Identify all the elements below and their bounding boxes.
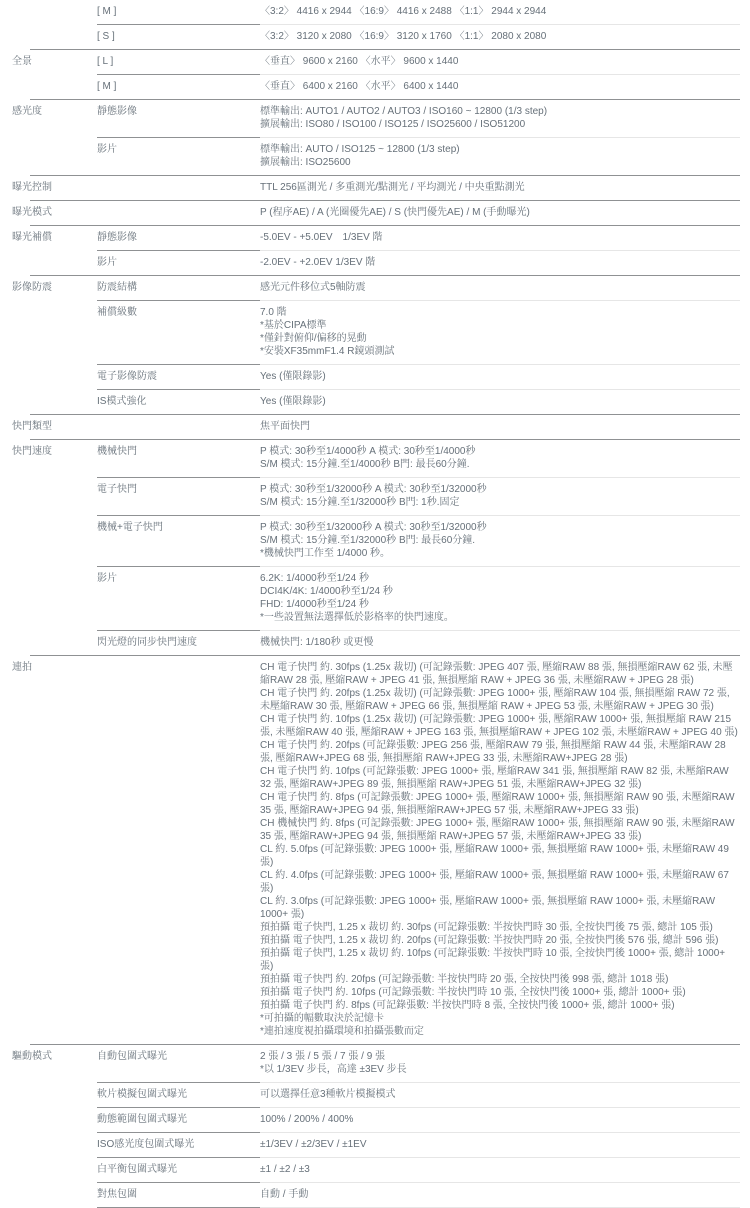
spec-value (260, 25, 750, 49)
spec-value (260, 276, 750, 300)
spec-value-line: *可拍攝的幅數取決於記憶卡 (260, 1013, 384, 1024)
spec-row (97, 1183, 750, 1207)
spec-subheading (97, 415, 260, 439)
spec-value-line: -2.0EV - +2.0EV 1/3EV 階 (260, 257, 376, 268)
spec-subheading-text: 軟片模擬包圍式曝光 (97, 1089, 187, 1100)
spec-subheading-text: 白平衡包圍式曝光 (97, 1164, 177, 1175)
section-label-text: 快門類型 (12, 421, 52, 432)
spec-value-line: 〈3:2〉 4416 x 2944 〈16:9〉 4416 x 2488 〈1:1〉 2944 x 2944 (260, 6, 547, 17)
spec-value-line: CH 電子快門 約. 30fps (1.25x 裁切) (可記錄張數: JPEG 407 張, 壓縮RAW 88 張, 無損壓縮RAW 62 張, 未壓縮RAW 28 張, 壓縮RAW + JPEG 41 張, 無損壓縮 RAW + JPEG 36 張, 未壓縮RAW + JPEG 28 張) (260, 662, 733, 686)
spec-value-line: ±1 / ±2 / ±3 (260, 1164, 310, 1175)
spec-value-line: 6.2K: 1/4000秒至1/24 秒 (260, 573, 369, 584)
spec-subheading (97, 656, 260, 1044)
spec-row (97, 478, 750, 515)
spec-section (0, 175, 750, 200)
spec-row (97, 301, 750, 364)
spec-value-line: ±1/3EV / ±2/3EV / ±1EV (260, 1139, 367, 1150)
spec-subheading-text: 靜態影像 (97, 106, 137, 117)
spec-row (97, 0, 750, 24)
spec-value-line: CH 電子快門 約. 10fps (1.25x 裁切) (可記錄張數: JPEG 1000+ 張, 壓縮RAW 1000+ 張, 無損壓縮 RAW 215 張, 未壓縮RAW 40 張, 壓縮RAW + JPEG 163 張, 無損壓縮RAW + JPEG 102 張, 未壓縮RAW + JPEG 40 張) (260, 714, 738, 738)
spec-row (97, 516, 750, 566)
spec-subheading-text: 影片 (97, 257, 117, 268)
spec-subheading-text: ISO感光度包圍式曝光 (97, 1139, 195, 1150)
spec-subheading (97, 176, 260, 200)
spec-value-line: 預拍攝 電子快門 約. 10fps (可記錄張數: 半按快門時 10 張, 全按快門後 1000+ 張, 總計 1000+ 張) (260, 987, 686, 998)
spec-subheading (97, 516, 260, 566)
spec-row (97, 365, 750, 389)
section-label (0, 50, 97, 99)
spec-subheading (97, 1108, 260, 1132)
spec-value-line: *以 1/3EV 步長，高達 ±3EV 步長 (260, 1064, 407, 1075)
spec-value (260, 176, 750, 200)
spec-value (260, 100, 750, 137)
spec-value-line: Yes (僅限錄影) (260, 371, 326, 382)
spec-row (97, 226, 750, 250)
spec-section-body (0, 415, 750, 439)
spec-value-line: FHD: 1/4000秒至1/24 秒 (260, 599, 369, 610)
spec-subheading-text: 電子快門 (97, 484, 137, 495)
spec-value (260, 1158, 750, 1182)
spec-value-line: 100% / 200% / 400% (260, 1114, 354, 1125)
section-label (0, 100, 97, 175)
spec-value (260, 50, 750, 74)
spec-row (97, 440, 750, 477)
spec-subheading-text: 電子影像防震 (97, 371, 157, 382)
spec-row (97, 251, 750, 275)
spec-section-body (0, 201, 750, 225)
spec-rows (97, 440, 750, 655)
spec-value-line: DCI4K/4K: 1/4000秒至1/24 秒 (260, 586, 393, 597)
spec-value-line: *僅針對俯仰/偏移的晃動 (260, 333, 367, 344)
spec-value-line: 標準輸出: AUTO / ISO125 ~ 12800 (1/3 step) (260, 144, 460, 155)
spec-value-line: 擴展輸出: ISO80 / ISO100 / ISO125 / ISO25600 / ISO51200 (260, 119, 526, 130)
section-label-text: 曝光模式 (12, 207, 52, 218)
spec-rows (97, 201, 750, 225)
spec-value (260, 226, 750, 250)
spec-rows (97, 50, 750, 99)
spec-subheading (97, 25, 260, 49)
spec-section-body (0, 226, 750, 275)
spec-value-line: 預拍攝 電子快門, 1.25 x 裁切 約. 10fps (可記錄張數: 半按快門時 10 張, 全按快門後 1000+ 張, 總計 1000+ 張) (260, 948, 726, 972)
section-label (0, 0, 97, 49)
spec-row (97, 631, 750, 655)
spec-subheading-text: 補償級數 (97, 307, 137, 318)
spec-subheading-text: 自動包圍式曝光 (97, 1051, 167, 1062)
spec-value-line: TTL 256區測光 / 多重測光/點測光 / 平均測光 / 中央重點測光 (260, 182, 525, 193)
spec-row (97, 201, 750, 225)
spec-section (0, 49, 750, 99)
spec-value-line: 預拍攝 電子快門, 1.25 x 裁切 約. 30fps (可記錄張數: 半按快門時 30 張, 全按快門後 75 張, 總計 105 張) (260, 922, 713, 933)
spec-value-line: CH 電子快門 約. 8fps (可記錄張數: JPEG 1000+ 張, 壓縮RAW 1000+ 張, 無損壓縮 RAW 90 張, 未壓縮RAW 35 張, 壓縮RAW+JPEG 94 張, 無損壓縮RAW+JPEG 57 張, 未壓縮RAW+JPEG 33 張) (260, 792, 735, 816)
spec-value-line: CH 電子快門 約. 20fps (1.25x 裁切) (可記錄張數: JPEG 1000+ 張, 壓縮RAW 104 張, 無損壓縮 RAW 72 張, 未壓縮RAW 30 張, 壓縮RAW + JPEG 66 張, 無損壓縮 RAW + JPEG 53 張, 未壓縮RAW + JPEG 30 張) (260, 688, 730, 712)
spec-subheading (97, 201, 260, 225)
spec-row (97, 276, 750, 300)
spec-value (260, 1083, 750, 1107)
spec-value-line: *安裝XF35mmF1.4 R鏡頭測試 (260, 346, 395, 357)
spec-value (260, 440, 750, 477)
spec-section-body (0, 0, 750, 49)
spec-section-body (0, 276, 750, 414)
section-label-text: 影像防震 (12, 282, 52, 293)
spec-subheading-text: 靜態影像 (97, 232, 137, 243)
section-label (0, 276, 97, 414)
spec-value (260, 251, 750, 275)
section-label-text: 連拍 (12, 662, 32, 673)
spec-subheading-text: [ M ] (97, 6, 117, 17)
spec-row (97, 100, 750, 137)
spec-row (97, 1108, 750, 1132)
spec-section (0, 1044, 750, 1208)
spec-value (260, 301, 750, 364)
spec-value-line: 預拍攝 電子快門 約. 20fps (可記錄張數: 半按快門時 20 張, 全按快門後 998 張, 總計 1018 張) (260, 974, 669, 985)
spec-row (97, 1133, 750, 1157)
spec-subheading-text: 動態範圍包圍式曝光 (97, 1114, 187, 1125)
spec-subheading (97, 276, 260, 300)
spec-subheading-text: [ L ] (97, 56, 114, 67)
spec-rows (97, 415, 750, 439)
spec-value (260, 1133, 750, 1157)
spec-value-line: 擴展輸出: ISO25600 (260, 157, 351, 168)
spec-subheading (97, 0, 260, 24)
spec-subheading (97, 440, 260, 477)
spec-subheading (97, 631, 260, 655)
spec-subheading-text: [ M ] (97, 81, 117, 92)
section-label (0, 226, 97, 275)
spec-value (260, 138, 750, 175)
section-label-text: 全景 (12, 56, 32, 67)
spec-subheading-text: [ S ] (97, 31, 115, 42)
spec-value (260, 0, 750, 24)
spec-value-line: 感光元件移位式5軸防震 (260, 282, 366, 293)
section-label-text: 感光度 (12, 106, 42, 117)
spec-row (97, 567, 750, 630)
section-label (0, 656, 97, 1044)
spec-rows (97, 276, 750, 414)
spec-row (97, 1045, 750, 1082)
spec-row (97, 25, 750, 49)
spec-subheading (97, 1183, 260, 1207)
spec-value (260, 656, 750, 1044)
spec-subheading (97, 100, 260, 137)
spec-section (0, 655, 750, 1044)
spec-subheading-text: 影片 (97, 573, 117, 584)
spec-value-line: P 模式: 30秒至1/32000秒 A 模式: 30秒至1/32000秒 (260, 484, 487, 495)
spec-section (0, 225, 750, 275)
spec-value (260, 631, 750, 655)
section-label (0, 201, 97, 225)
spec-section (0, 0, 750, 49)
spec-value-line: Yes (僅限錄影) (260, 396, 326, 407)
spec-value (260, 516, 750, 566)
spec-value-line: 2 張 / 3 張 / 5 張 / 7 張 / 9 張 (260, 1051, 386, 1062)
spec-value (260, 201, 750, 225)
spec-subheading (97, 50, 260, 74)
spec-value-line: 焦平面快門 (260, 421, 310, 432)
spec-subheading-text: IS模式強化 (97, 396, 147, 407)
spec-row (97, 1083, 750, 1107)
spec-value (260, 478, 750, 515)
spec-value-line: 自動 / 手動 (260, 1189, 309, 1200)
spec-value (260, 1108, 750, 1132)
spec-value (260, 390, 750, 414)
spec-value-line: CL 約. 5.0fps (可記錄張數: JPEG 1000+ 張, 壓縮RAW 1000+ 張, 無損壓縮 RAW 1000+ 張, 未壓縮RAW 49 張) (260, 844, 729, 868)
spec-subheading (97, 1083, 260, 1107)
section-label (0, 176, 97, 200)
spec-subheading (97, 567, 260, 630)
spec-section (0, 200, 750, 225)
spec-section (0, 275, 750, 414)
spec-value-line: S/M 模式: 15分鐘.至1/4000秒 B門: 最長60分鐘. (260, 459, 470, 470)
spec-value-line: 〈垂直〉 6400 x 2160 〈水平〉 6400 x 1440 (260, 81, 459, 92)
spec-value-line: 標準輸出: AUTO1 / AUTO2 / AUTO3 / ISO160 ~ 12800 (1/3 step) (260, 106, 548, 117)
spec-value-line: *基於CIPA標準 (260, 320, 327, 331)
spec-value-line: -5.0EV - +5.0EV 1/3EV 階 (260, 232, 383, 243)
spec-section-body (0, 50, 750, 99)
spec-value (260, 415, 750, 439)
spec-value-line: CH 電子快門 約. 10fps (可記錄張數: JPEG 1000+ 張, 壓縮RAW 341 張, 無損壓縮 RAW 82 張, 未壓縮RAW 32 張, 壓縮RAW+JPEG 89 張, 無損壓縮 RAW+JPEG 51 張, 未壓縮RAW+JPEG 32 張) (260, 766, 729, 790)
spec-section (0, 414, 750, 439)
spec-value-line: 預拍攝 電子快門 約. 8fps (可記錄張數: 半按快門時 8 張, 全按快門後 1000+ 張, 總計 1000+ 張) (260, 1000, 675, 1011)
spec-section-body (0, 176, 750, 200)
spec-rows (97, 1045, 750, 1208)
spec-section-body (0, 1045, 750, 1208)
spec-rows (97, 176, 750, 200)
spec-row (97, 176, 750, 200)
spec-value-line: P (程序AE) / A (光圈優先AE) / S (快門優先AE) / M (手動曝光) (260, 207, 530, 218)
section-label (0, 440, 97, 655)
spec-row (97, 75, 750, 99)
spec-value-line: *機械快門工作至 1/4000 秒。 (260, 548, 391, 559)
spec-subheading (97, 1133, 260, 1157)
spec-value-line: S/M 模式: 15分鐘.至1/32000秒 B門: 1秒.固定 (260, 497, 460, 508)
spec-value-line: 可以選擇任意3種軟片模擬模式 (260, 1089, 396, 1100)
spec-value (260, 75, 750, 99)
spec-subheading (97, 1158, 260, 1182)
spec-subheading-text: 影片 (97, 144, 117, 155)
spec-value (260, 365, 750, 389)
spec-row (97, 656, 750, 1044)
spec-subheading (97, 478, 260, 515)
spec-value-line: 7.0 階 (260, 307, 287, 318)
section-label (0, 1045, 97, 1208)
spec-row (97, 138, 750, 175)
spec-section-body (0, 656, 750, 1044)
spec-value-line: P 模式: 30秒至1/4000秒 A 模式: 30秒至1/4000秒 (260, 446, 476, 457)
section-label-text: 曝光補償 (12, 232, 52, 243)
spec-value-line: 〈3:2〉 3120 x 2080 〈16:9〉 3120 x 1760 〈1:1〉 2080 x 2080 (260, 31, 547, 42)
spec-rows (97, 0, 750, 49)
spec-value-line: CL 約. 4.0fps (可記錄張數: JPEG 1000+ 張, 壓縮RAW 1000+ 張, 無損壓縮 RAW 1000+ 張, 未壓縮RAW 67 張) (260, 870, 729, 894)
spec-subheading (97, 1045, 260, 1082)
spec-rows (97, 226, 750, 275)
spec-subheading (97, 75, 260, 99)
spec-row (97, 50, 750, 74)
section-label (0, 415, 97, 439)
spec-subheading-text: 機械+電子快門 (97, 522, 163, 533)
section-label-text: 驅動模式 (12, 1051, 52, 1062)
spec-value (260, 1045, 750, 1082)
spec-value (260, 1183, 750, 1207)
spec-section (0, 439, 750, 655)
spec-subheading (97, 226, 260, 250)
spec-subheading-text: 機械快門 (97, 446, 137, 457)
spec-value-line: S/M 模式: 15分鐘.至1/32000秒 B門: 最長60分鐘. (260, 535, 476, 546)
spec-subheading (97, 251, 260, 275)
spec-subheading (97, 390, 260, 414)
spec-value-line: 預拍攝 電子快門, 1.25 x 裁切 約. 20fps (可記錄張數: 半按快門時 20 張, 全按快門後 576 張, 總計 596 張) (260, 935, 719, 946)
spec-subheading (97, 138, 260, 175)
spec-value-line: *一些設置無法選擇低於影格率的快門速度。 (260, 612, 454, 623)
spec-value-line: *連拍速度視拍攝環境和拍攝張數而定 (260, 1026, 424, 1037)
spec-value-line: 機械快門: 1/180秒 或更慢 (260, 637, 374, 648)
spec-value-line: 〈垂直〉 9600 x 2160 〈水平〉 9600 x 1440 (260, 56, 459, 67)
spec-value-line: P 模式: 30秒至1/32000秒 A 模式: 30秒至1/32000秒 (260, 522, 487, 533)
spec-subheading-text: 對焦包圍 (97, 1189, 137, 1200)
section-label-text: 快門速度 (12, 446, 52, 457)
spec-subheading (97, 301, 260, 364)
spec-section (0, 99, 750, 175)
spec-value-line: CH 機械快門 約. 8fps (可記錄張數: JPEG 1000+ 張, 壓縮RAW 1000+ 張, 無損壓縮 RAW 90 張, 未壓縮RAW 35 張, 壓縮RAW+JPEG 94 張, 無損壓縮 RAW+JPEG 57 張, 未壓縮RAW+JPEG 33 張) (260, 818, 735, 842)
spec-value-line: CL 約. 3.0fps (可記錄張數: JPEG 1000+ 張, 壓縮RAW 1000+ 張, 無損壓縮 RAW 1000+ 張, 未壓縮RAW 1000+ 張) (260, 896, 716, 920)
spec-section-body (0, 100, 750, 175)
spec-rows (97, 656, 750, 1044)
spec-subheading (97, 365, 260, 389)
spec-subheading-text: 閃光燈的同步快門速度 (97, 637, 197, 648)
spec-row (97, 415, 750, 439)
spec-value (260, 567, 750, 630)
spec-value-line: CH 電子快門 約. 20fps (可記錄張數: JPEG 256 張, 壓縮RAW 79 張, 無損壓縮 RAW 44 張, 未壓縮RAW 28 張, 壓縮RAW+JPEG 68 張, 無損壓縮 RAW+JPEG 33 張, 未壓縮RAW+JPEG 28 張) (260, 740, 726, 764)
spec-section-body (0, 440, 750, 655)
section-label-text: 曝光控制 (12, 182, 52, 193)
spec-row (97, 1158, 750, 1182)
spec-subheading-text: 防震結構 (97, 282, 137, 293)
spec-row (97, 390, 750, 414)
spec-rows (97, 100, 750, 175)
